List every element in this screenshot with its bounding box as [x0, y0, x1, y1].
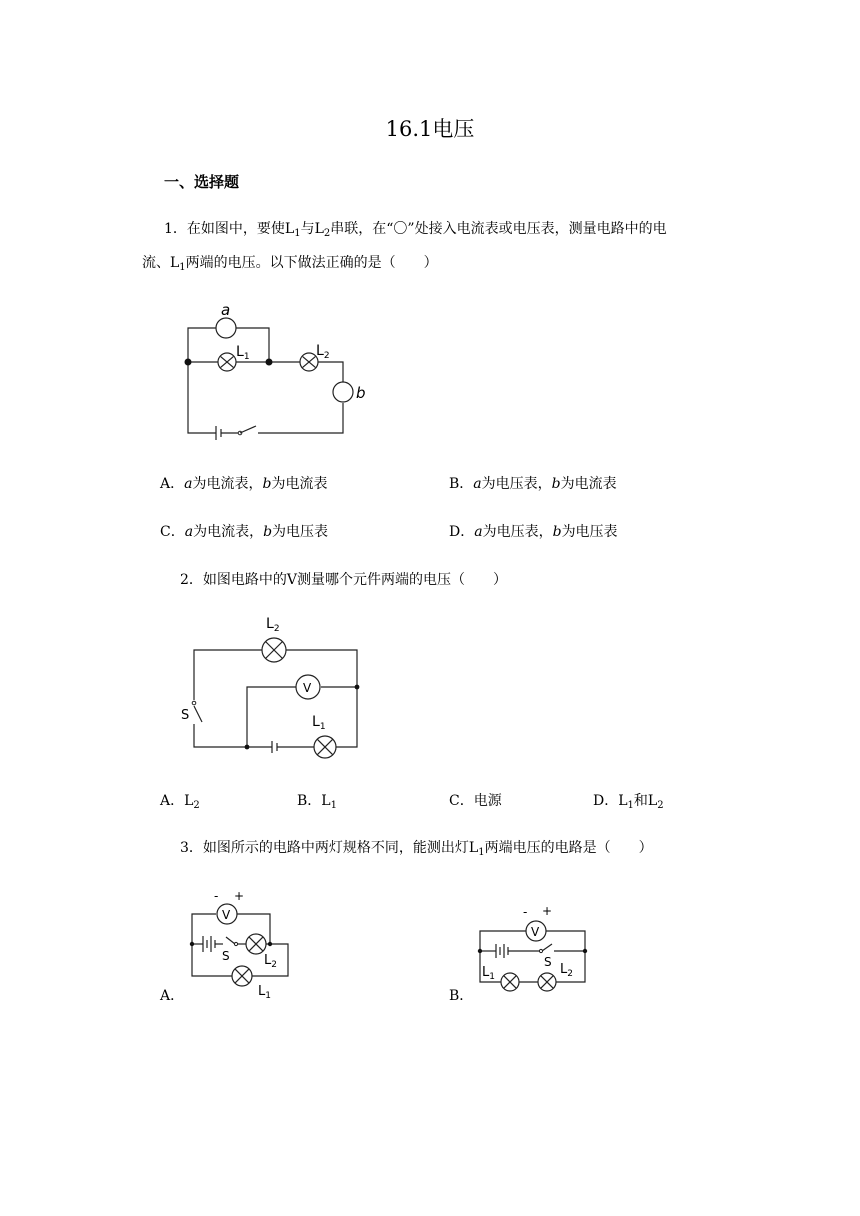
circuit-figure-3b	[472, 899, 602, 999]
label-v: V	[303, 681, 312, 695]
option-2c[interactable]: C．电源	[449, 793, 502, 809]
label-l1: $L_1$	[258, 984, 271, 1001]
label-s: S	[544, 955, 552, 969]
label-l2: $L_2$	[560, 962, 573, 979]
option-2d[interactable]: D．$L_1$和$L_2$	[593, 793, 664, 811]
section-heading: 一、选择题	[164, 173, 240, 191]
label-l2: $L_2$	[264, 953, 277, 970]
option-3b-letter[interactable]: B．	[449, 988, 474, 1004]
question-1-line-1: 1．在如图中，要使$L_1$与$L_2$串联，在“〇”处接入电流表或电压表，测量电路中的电	[164, 221, 667, 239]
option-1c[interactable]: C．a为电流表，b为电压表	[160, 524, 329, 540]
question-2-stem: 2．如图电路中的V测量哪个元件两端的电压（ ）	[180, 572, 508, 588]
label-a: a	[221, 301, 231, 319]
label-minus: -	[523, 905, 528, 919]
page-title: 16.1电压	[385, 117, 475, 141]
label-l1: $L_1$	[312, 714, 326, 732]
question-number: 3．	[180, 840, 203, 856]
circuit-figure-2	[178, 610, 378, 770]
circuit-figure-1	[170, 295, 380, 445]
label-l1: $L_1$	[482, 965, 495, 982]
label-plus: +	[542, 904, 553, 918]
label-s: S	[222, 949, 230, 963]
option-2a[interactable]: A．$L_2$	[160, 793, 200, 811]
question-number: 1．	[164, 221, 187, 237]
option-3a-letter[interactable]: A．	[160, 988, 185, 1004]
label-b: b	[356, 384, 366, 402]
option-1b[interactable]: B．a为电压表，b为电流表	[449, 476, 617, 492]
label-l2: $L_2$	[316, 343, 330, 361]
option-1d[interactable]: D．a为电压表，b为电压表	[449, 524, 618, 540]
label-s: S	[181, 708, 190, 723]
question-number: 2．	[180, 572, 203, 588]
question-3-stem: 3．如图所示的电路中两灯规格不同，能测出灯$L_1$两端电压的电路是（ ）	[180, 840, 653, 858]
label-minus: -	[214, 889, 219, 903]
label-v: V	[222, 908, 231, 922]
circuit-figure-3a	[180, 884, 310, 1004]
question-1-line-2: 流、$L_1$两端的电压。以下做法正确的是（ ）	[142, 255, 438, 273]
label-plus: +	[234, 889, 245, 903]
option-2b[interactable]: B．$L_1$	[297, 793, 337, 811]
label-l2: $L_2$	[266, 616, 280, 634]
label-v: V	[531, 925, 540, 939]
label-l1: $L_1$	[236, 344, 250, 362]
option-1a[interactable]: A．a为电流表，b为电流表	[160, 476, 328, 492]
